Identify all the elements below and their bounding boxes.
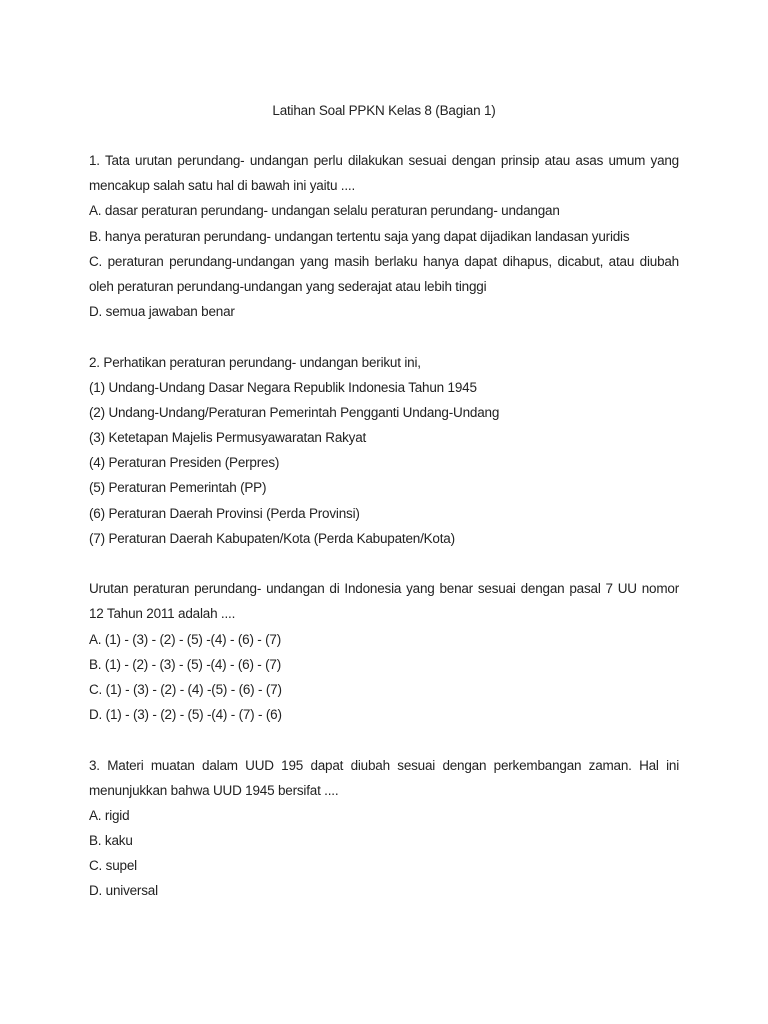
question-3-option-b: B. kaku	[89, 833, 133, 849]
question-2-option-d: D. (1) - (3) - (2) - (5) -(4) - (7) - (6)	[89, 707, 282, 723]
question-1-stem-line-1: 1. Tata urutan perundang- undangan perlu dilakukan sesuai dengan prinsip atau asas umum yang	[89, 153, 679, 168]
question-2-stem-line-1: Urutan peraturan perundang- undangan di Indonesia yang benar sesuai dengan pasal 7 UU nomor	[89, 581, 679, 597]
question-3-option-c: C. supel	[89, 858, 137, 874]
spacer	[89, 324, 679, 349]
question-1-option-c-line-1: C. peraturan perundang-undangan yang masih berlaku hanya dapat dihapus, dicabut, atau diubah	[89, 253, 679, 269]
regulation-list-item: (3) Ketetapan Majelis Permusyawaratan Rakyat	[89, 430, 367, 446]
page-title: Latihan Soal PPKN Kelas 8 (Bagian 1)	[272, 103, 496, 118]
document-body	[89, 148, 679, 904]
question-3	[89, 753, 679, 904]
question-1	[89, 148, 679, 324]
question-2-stem-line-2: 12 Tahun 2011 adalah ....	[89, 606, 236, 622]
question-2-option-c: C. (1) - (3) - (2) - (4) -(5) - (6) - (7)	[89, 681, 282, 697]
regulation-list-item: (7) Peraturan Daerah Kabupaten/Kota (Perda Kabupaten/Kota)	[89, 530, 455, 546]
question-1-option-c-line-2: oleh peraturan perundang-undangan yang sederajat atau lebih tinggi	[89, 278, 487, 294]
regulation-list-item: (2) Undang-Undang/Peraturan Pemerintah Pengganti Undang-Undang	[89, 404, 500, 420]
question-1-stem-line-2: mencakup salah satu hal di bawah ini yaitu ....	[89, 178, 356, 194]
question-2	[89, 350, 679, 728]
regulation-list	[89, 375, 679, 551]
question-3-stem-line-1: 3. Materi muatan dalam UUD 195 dapat diubah sesuai dengan perkembangan zaman. Hal ini	[89, 757, 679, 773]
question-2-intro: 2. Perhatikan peraturan perundang- undangan berikut ini,	[89, 354, 421, 370]
question-1-option-d: D. semua jawaban benar	[89, 304, 235, 320]
spacer	[89, 551, 679, 576]
regulation-list-item: (4) Peraturan Presiden (Perpres)	[89, 455, 280, 471]
question-2-option-a: A. (1) - (3) - (2) - (5) -(4) - (6) - (7)	[89, 631, 282, 647]
question-3-option-d: D. universal	[89, 883, 158, 899]
question-1-option-a: A. dasar peraturan perundang- undangan selalu peraturan perundang- undangan	[89, 203, 560, 219]
spacer	[89, 727, 679, 752]
regulation-list-item: (5) Peraturan Pemerintah (PP)	[89, 480, 267, 496]
question-3-stem-line-2: menunjukkan bahwa UUD 1945 bersifat ....	[89, 782, 339, 798]
question-1-option-b: B. hanya peraturan perundang- undangan tertentu saja yang dapat dijadikan landasan yuridis	[89, 228, 630, 244]
regulation-list-item: (1) Undang-Undang Dasar Negara Republik Indonesia Tahun 1945	[89, 379, 477, 395]
question-2-option-b: B. (1) - (2) - (3) - (5) -(4) - (6) - (7)	[89, 656, 282, 672]
question-3-option-a: A. rigid	[89, 807, 130, 823]
regulation-list-item: (6) Peraturan Daerah Provinsi (Perda Provinsi)	[89, 505, 360, 521]
